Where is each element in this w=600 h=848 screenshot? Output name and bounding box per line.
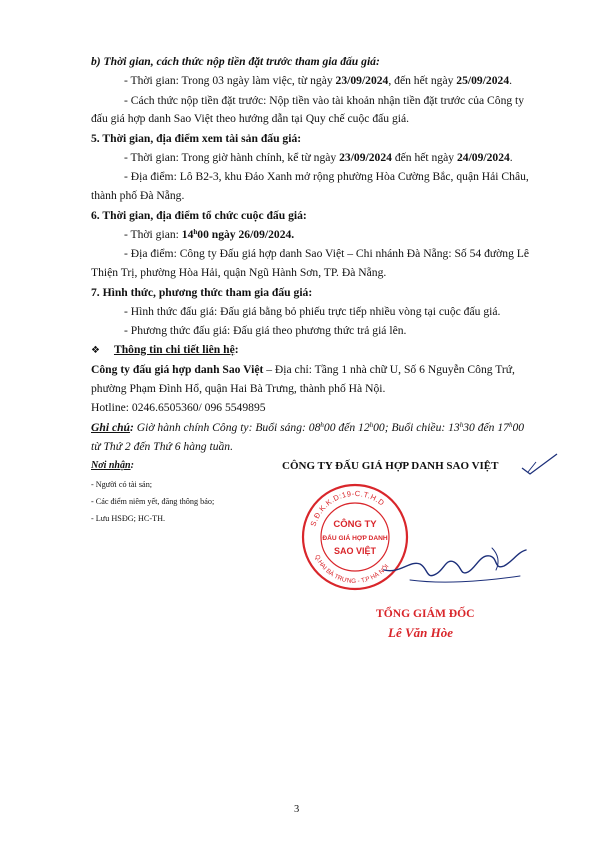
section-6-place-line1: - Địa điểm: Công ty Đấu giá hợp danh Sao Việt – Chi nhánh Đà Nẵng: Số 54 đường Lê	[124, 247, 530, 260]
svg-text:Q.HAI BÀ TRƯNG - T.P HÀ NỘI: Q.HAI BÀ TRƯNG - T.P HÀ NỘI	[313, 553, 391, 586]
recipient-item: - Người có tài sản;	[91, 480, 153, 489]
diamond-bullet-icon: ❖	[91, 345, 100, 356]
contact-hotline: Hotline: 0246.6505360/ 096 5549895	[91, 401, 266, 414]
section-b-method-line1: - Cách thức nộp tiền đặt trước: Nộp tiền vào tài khoản nhận tiền đặt trước của Công ty	[124, 94, 525, 107]
section-7-form: - Hình thức đấu giá: Đấu giá bằng bỏ phiếu trực tiếp nhiều vòng tại cuộc đấu giá.	[124, 305, 501, 318]
section-6-time: - Thời gian: 14$^h$00 ngày 26/09/2024.	[124, 228, 295, 241]
section-b-heading: b) Thời gian, cách thức nộp tiền đặt trước tham gia đấu giá:	[91, 55, 380, 68]
svg-text:SAO VIỆT: SAO VIỆT	[333, 546, 377, 556]
svg-text:ĐẤU GIÁ HỢP DANH: ĐẤU GIÁ HỢP DANH	[322, 535, 388, 542]
recipient-item: - Lưu HSĐG; HC-TH.	[91, 514, 166, 523]
note-line2: từ Thứ 2 đến Thứ 6 hàng tuần.	[91, 440, 234, 453]
recipients-heading: Nơi nhận:	[91, 460, 134, 471]
section-5-heading: 5. Thời gian, địa điểm xem tài sản đấu giá:	[91, 132, 302, 145]
signature-title: TỔNG GIÁM ĐỐC	[376, 607, 475, 620]
svg-text:S.Đ.K.K.D:19-C.T.H.D: S.Đ.K.K.D:19-C.T.H.D	[308, 488, 387, 528]
contact-address-line1: Công ty đấu giá hợp danh Sao Việt – Địa chỉ: Tầng 1 nhà chữ U, Số 6 Nguyễn Công Trứ,	[91, 363, 515, 376]
section-5-time: - Thời gian: Trong giờ hành chính, kể từ ngày 23/09/2024 đến hết ngày 24/09/2024.	[124, 151, 513, 164]
contact-heading-line: ❖ Thông tin chi tiết liên hệ:	[91, 343, 239, 356]
section-6-heading: 6. Thời gian, địa điểm tổ chức cuộc đấu giá:	[91, 209, 307, 222]
section-7-method: - Phương thức đấu giá: Đấu giá theo phương thức trả giá lên.	[124, 324, 407, 337]
signature-name: Lê Văn Hòe	[388, 625, 453, 640]
section-b-time: - Thời gian: Trong 03 ngày làm việc, từ ngày 23/09/2024, đến hết ngày 25/09/2024.	[124, 74, 513, 87]
section-b-method-line2: đấu giá hợp danh Sao Việt theo hướng dẫn tại Quy chế cuộc đấu giá.	[91, 112, 410, 125]
check-mark-icon	[520, 452, 560, 478]
handwritten-signature	[380, 540, 530, 588]
page-number: 3	[294, 804, 300, 815]
contact-address-line2: phường Phạm Đình Hổ, quận Hai Bà Trưng, thành phố Hà Nội.	[91, 382, 386, 395]
note-line1: Ghi chú: Giờ hành chính Công ty: Buổi sáng: 08$^h$00 đến 12$^h$00; Buổi chiều: 13$^h$30 đến 17$^h$00	[91, 421, 525, 434]
signature-company: CÔNG TY ĐẤU GIÁ HỢP DANH SAO VIỆT	[282, 460, 499, 472]
section-6-place-line2: Thiện Trị, phường Hòa Hải, quận Ngũ Hành Sơn, TP. Đà Nẵng.	[91, 266, 387, 279]
recipient-item: - Các điểm niêm yết, đăng thông báo;	[91, 497, 215, 506]
svg-text:CÔNG TY: CÔNG TY	[333, 519, 377, 530]
section-7-heading: 7. Hình thức, phương thức tham gia đấu giá:	[91, 286, 313, 299]
section-5-place-line1: - Địa điểm: Lô B2-3, khu Đảo Xanh mở rộng phường Hòa Cường Bắc, quận Hải Châu,	[124, 170, 529, 183]
section-5-place-line2: thành phố Đà Nẵng.	[91, 189, 185, 202]
